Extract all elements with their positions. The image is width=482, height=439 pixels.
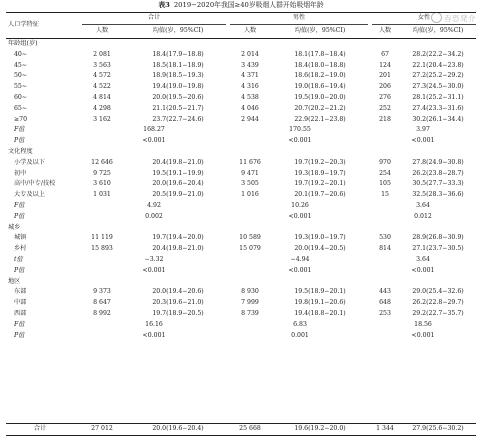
table-cell: 12 646 [91,158,113,166]
table-caption [0,0,482,11]
table-cell: 30.2(26.1−34.4) [412,115,464,123]
table-cell: 20.3(19.6−21.0) [152,299,204,307]
stat-label: F值 [14,202,25,209]
table-cell: 2 081 [93,50,111,58]
table-cell: 218 [379,115,391,123]
table-cell: 19.3(19.0−19.7) [294,234,346,242]
table-cell: 18.1(17.8−18.4) [294,50,346,58]
table-cell: 18.5(18.1−18.9) [152,61,204,69]
table-cell: 11 676 [239,158,261,166]
table-cell: 20.0(19.6−20.4) [152,180,204,188]
table-cell: 19.0(18.6−19.4) [294,83,346,91]
row-label: 乡村 [14,245,27,253]
watermark-text: 吞恐発介 [444,14,476,23]
stat-label: P值 [14,137,25,145]
table-cell: 18.4(18.0−18.8) [294,61,346,69]
table-cell: 26.2(23.8−28.7) [412,169,464,177]
stat-label: P值 [14,212,25,220]
table-cell: 8 647 [93,299,111,307]
table-cell: 8 930 [241,288,259,296]
group-underline [82,24,226,25]
table-cell: 19.7(19.2−20.1) [294,180,346,188]
table-cell: 19.4(19.0−19.8) [152,83,204,91]
table-cell: 2 014 [241,50,259,58]
group-header: 男性 [292,14,306,21]
table-cell: 20.7(20.2−21.2) [294,104,346,112]
table-cell: 105 [379,180,391,188]
table-cell: 27.3(24.5−30.0) [412,83,464,91]
table-cell: 4 046 [241,104,259,112]
table-cell: 4 814 [93,94,111,101]
total-cell: 25 668 [239,425,261,432]
table-cell: 4 572 [93,72,111,80]
table-cell: 206 [379,83,391,91]
table-cell: 27.8(24.9−30.8) [412,158,464,166]
stat-value: 6.83 [293,320,307,328]
table-cell: 4 371 [241,72,259,80]
total-cell: 27 012 [91,425,113,432]
table-cell: 4 522 [93,83,111,91]
table-cell: 19.5(18.9−20.1) [294,288,346,296]
table-cell: 1 016 [241,191,259,199]
table-cell: 19.5(19.0−20.0) [294,94,346,101]
header-rule [6,38,476,39]
table-cell: 8 739 [241,310,259,317]
table-cell: 15 [381,191,389,199]
row-label: 西部 [14,310,27,317]
table-cell: 23.7(22.7−24.6) [152,115,204,123]
table-cell: 814 [379,245,391,253]
table-cell: 18.4(17.9−18.8) [152,50,204,58]
table-cell: 19.5(19.1−19.9) [152,169,204,177]
row-label: 城镇 [14,234,27,242]
table-cell: 4 316 [241,83,259,91]
table-cell: 28.1(25.2−31.1) [412,94,464,101]
table-cell: 2 944 [241,115,259,123]
stat-label: t值 [14,256,23,263]
stat-label: F值 [14,126,25,134]
stat-value: 168.27 [143,126,165,134]
table-cell: 3 439 [241,61,259,69]
table-cell: 10 589 [239,234,261,242]
table-cell: 29.2(22.7−35.7) [412,310,464,317]
table-cell: 530 [379,234,391,242]
row-label: 40~ [14,50,28,58]
table-cell: 11 119 [91,234,113,242]
table-cell: 15 079 [239,245,261,253]
top-rule [6,12,476,13]
subheader-mean: 均值(岁，95%CI) [412,27,464,34]
stat-value: 16.16 [145,320,163,328]
table-cell: 4 538 [241,94,259,101]
total-label: 合计 [33,425,47,432]
table-cell: 3 563 [93,61,111,69]
stat-value: 3.97 [416,126,430,134]
table-cell: 20.0(19.5−20.6) [152,94,204,101]
table-cell: 26.2(22.8−29.7) [412,299,464,307]
subheader-count: 人数 [95,27,109,34]
section-title: 年龄组(岁) [8,40,38,47]
table-cell: 18.6(18.2−19.0) [294,72,346,80]
table-cell: 32.5(28.3−36.6) [412,191,464,199]
table-cell: 970 [379,158,391,166]
table-cell: 19.7(18.9−20.5) [152,310,204,317]
stat-value: <0.001 [288,266,312,274]
table-cell: 67 [381,50,389,58]
row-label: 50~ [14,72,28,80]
stat-value: −4.94 [290,256,310,263]
stat-value: 170.55 [289,126,311,134]
table-cell: 648 [379,299,391,307]
table-cell: 28.9(26.8−30.9) [412,234,464,242]
table-title: 2019−2020年我国≥40岁吸烟人群开始吸烟年龄 [173,1,324,9]
stat-value: 10.26 [291,202,309,209]
subheader-count: 人数 [243,27,257,34]
table-cell: 9 725 [93,169,111,177]
section-title: 城乡 [8,223,21,231]
stat-value: <0.001 [142,331,166,339]
stat-value: <0.001 [142,137,166,145]
row-label: 东部 [14,288,27,296]
table-cell: 201 [379,72,391,80]
table-cell: 9 373 [93,288,111,296]
table-cell: 27.2(25.2−29.2) [412,72,464,80]
row-label: 55~ [14,83,28,91]
stat-value: 3.64 [416,256,430,263]
stat-value: <0.001 [288,212,312,220]
table-cell: 20.4(19.8−21.0) [152,245,204,253]
table-cell: 4 298 [93,104,111,112]
stat-value: <0.001 [142,266,166,274]
table-cell: 19.7(19.2−20.3) [294,158,346,166]
subheader-mean: 均值(岁，95%CI) [152,27,204,34]
total-cell: 20.0(19.6−20.4) [152,425,204,432]
table-cell: 124 [379,61,391,69]
table-cell: 1 031 [93,191,111,199]
table-cell: 20.0(19.4−20.6) [152,288,204,296]
table-cell: 253 [379,310,391,317]
row-label: 高中/中专/技校 [14,180,56,188]
table-cell: 20.1(19.7−20.6) [294,191,346,199]
stat-value: 18.56 [414,320,432,328]
group-underline [372,24,476,25]
table-cell: 15 893 [91,245,113,253]
stat-value: 0.012 [414,212,432,220]
row-label: 45~ [14,61,28,69]
row-label: 65~ [14,104,28,112]
group-underline [230,24,368,25]
stat-label: P值 [14,331,25,339]
stat-label: F值 [14,320,25,328]
total-cell: 1 344 [376,425,394,432]
table-cell: 20.0(19.4−20.5) [294,245,346,253]
stat-value: 0.001 [291,331,309,339]
table-label: 表3 [158,1,170,9]
table-cell: 28.2(22.2−34.2) [412,50,464,58]
table-cell: 20.5(19.9−21.0) [152,191,204,199]
section-title: 文化程度 [8,148,33,155]
subheader-count: 人数 [378,27,392,34]
row-label: ≥70 [14,115,28,123]
table-cell: 276 [379,94,391,101]
table-cell: 7 999 [241,299,259,307]
subheader-mean: 均值(岁，95%CI) [294,27,346,34]
table-cell: 8 992 [93,310,111,317]
table-cell: 443 [379,288,391,296]
table-cell: 22.9(22.1−23.8) [294,115,346,123]
table-cell: 20.4(19.8−21.0) [152,158,204,166]
total-cell: 19.6(19.2−20.0) [294,425,346,432]
table-cell: 21.1(20.5−21.7) [152,104,204,112]
stat-label: P值 [14,266,25,274]
row-label: 初中 [14,169,27,177]
table-cell: 19.7(19.4−20.0) [152,234,204,242]
stat-value: 3.64 [416,202,430,209]
total-cell: 27.9(25.6−30.2) [412,425,464,432]
table-cell: 22.1(20.4−23.8) [412,61,464,69]
stat-value: 4.92 [147,202,161,209]
total-rule [6,423,476,424]
bottom-rule [6,435,476,436]
table-cell: 3 505 [241,180,259,188]
table-cell: 3 162 [93,115,111,123]
group-header: 女性 [417,14,431,21]
stat-value: −3.32 [144,256,164,263]
table-cell: 254 [379,169,391,177]
stat-value: <0.001 [288,137,312,145]
stat-value: <0.001 [411,331,435,339]
table-cell: 9 471 [241,169,259,177]
row-label: 60~ [14,94,28,101]
table-cell: 19.3(18.9−19.7) [294,169,346,177]
stat-value: <0.001 [411,266,435,274]
table-cell: 3 610 [93,180,111,188]
stat-value: <0.001 [411,137,435,145]
stub-header: 人口学特征 [8,21,39,28]
group-header: 合计 [147,14,161,21]
table-cell: 19.4(18.8−20.1) [294,310,346,317]
row-label: 中部 [14,299,27,307]
table-cell: 27.4(23.3−31.6) [412,104,464,112]
table-cell: 30.5(27.7−33.3) [412,180,464,188]
table-cell: 18.9(18.5−19.3) [152,72,204,80]
row-label: 小学及以下 [14,158,45,166]
stat-value: 0.002 [145,212,163,220]
table-cell: 27.1(23.7−30.5) [412,245,464,253]
section-title: 地区 [8,277,21,285]
row-label: 大专及以上 [14,191,45,199]
table-cell: 252 [379,104,391,112]
table-cell: 19.8(19.1−20.6) [294,299,346,307]
table-cell: 29.0(25.4−32.6) [412,288,464,296]
